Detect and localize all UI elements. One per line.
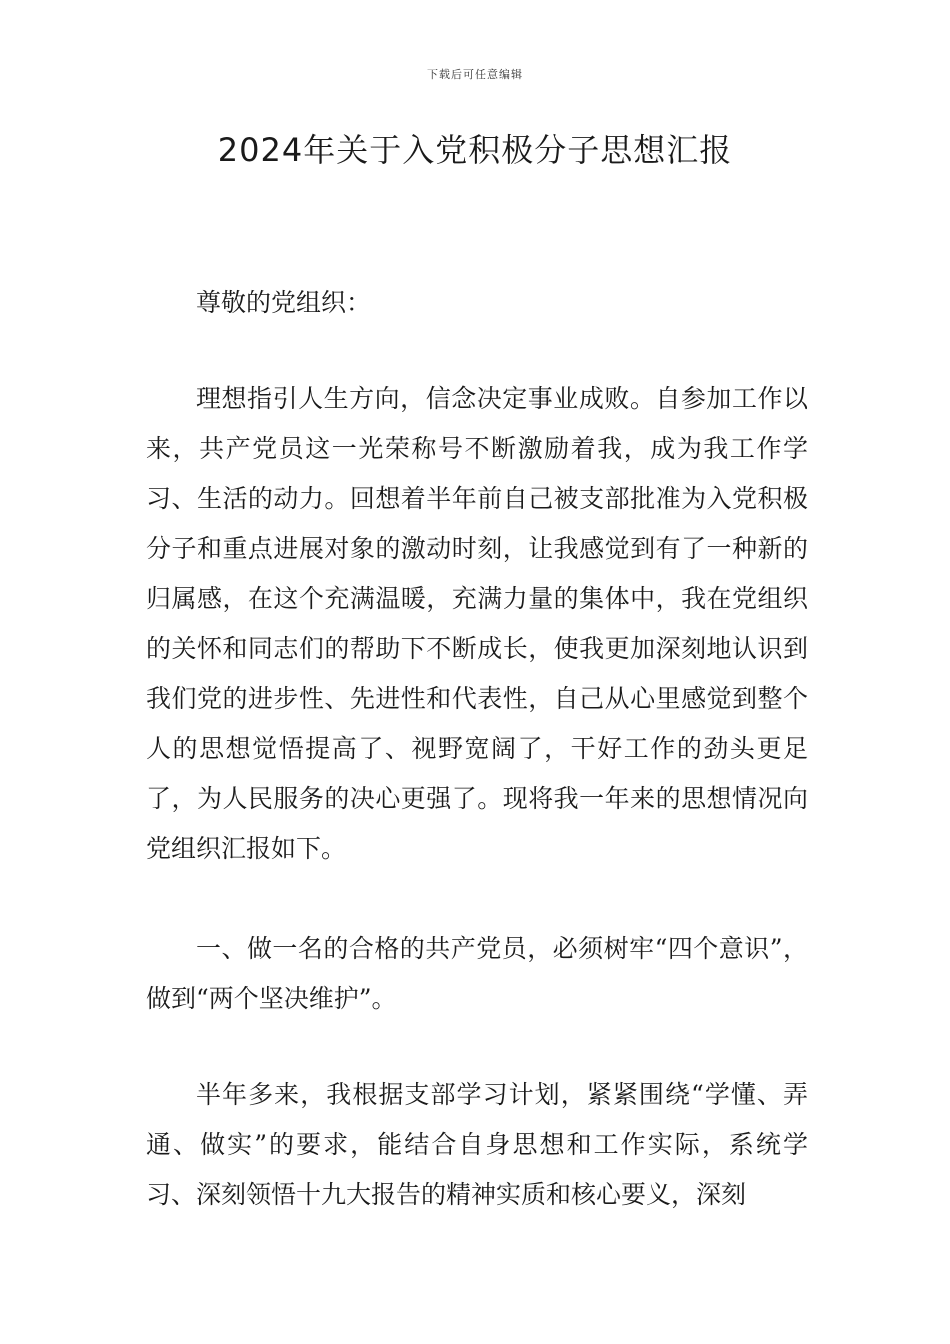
section-heading-1: 一、做一名的合格的共产党员，必须树牢“四个意识”，做到“两个坚决维护”。 xyxy=(146,934,808,1013)
paragraph-section-1: 半年多来，我根据支部学习计划，紧紧围绕“学懂、弄通、做实”的要求，能结合自身思想和工作实际，系统学习、深刻领悟十九大报告的精神实质和核心要义，深刻 xyxy=(146,1080,808,1209)
paragraph-intro: 理想指引人生方向，信念决定事业成败。自参加工作以来，共产党员这一光荣称号不断激励着我，成为我工作学习、生活的动力。回想着半年前自己被支部批准为入党积极分子和重点进展对象的激动时刻，让我感觉到有了一种新的归属感，在这个充满温暖，充满力量的集体中，我在党组织的关怀和同志们的帮助下不断成长，使我更加深刻地认识到我们党的进步性、先进性和代表性，自己从心里感觉到整个人的思想觉悟提高了、视野宽阔了，干好工作的劲头更足了，为人民服务的决心更强了。现将我一年来的思想情况向党组织汇报如下。 xyxy=(146,384,808,863)
document-title: 2024年关于入党积极分子思想汇报 xyxy=(217,131,733,169)
salutation: 尊敬的党组织： xyxy=(196,288,372,317)
header-note: 下载后可任意编辑 xyxy=(427,68,523,81)
